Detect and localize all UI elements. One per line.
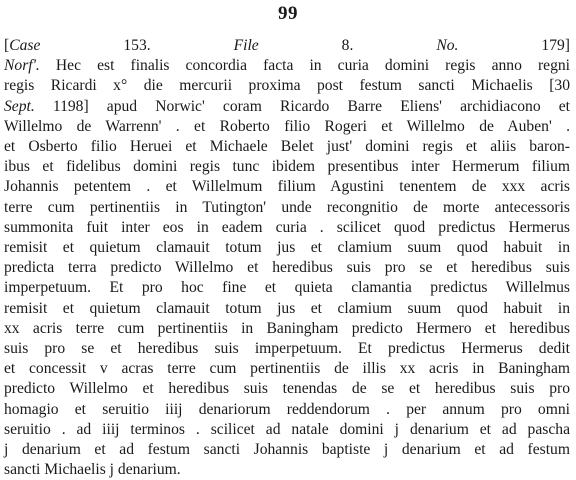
file-number: 8. <box>341 37 354 54</box>
line-text: xx acris terre cum pertinentiis in Baningham predicto Hermero et heredibus <box>4 319 570 337</box>
line-text: seruitio . ad iiij terminos . scilicet ad natale domini j denarium et ad pascha <box>4 420 570 438</box>
text-line <box>4 440 570 460</box>
text-line <box>4 177 570 197</box>
page-number: 99 <box>278 3 298 24</box>
line-text: remisit et quietum clamauit totum jus et clamium suum quod habuit in <box>4 239 570 257</box>
text-line <box>4 198 570 218</box>
text-line <box>4 97 570 117</box>
line-text: 1198] apud Norwic' coram Ricardo Barre Eliens' archidiacono et <box>34 97 570 115</box>
line-text: homagio et seruitio iiij denariorum reddendorum . per annum pro omni <box>4 400 570 418</box>
line-text: predicto Willelmo et heredibus suis tenendas de se et heredibus suis pro <box>4 380 570 398</box>
text-line <box>4 359 570 379</box>
italic-text: Norf'. <box>4 57 40 75</box>
text-line <box>4 400 570 420</box>
text-line <box>4 339 570 359</box>
text-line <box>4 76 570 96</box>
no-label: No. <box>436 37 459 54</box>
text-line <box>4 218 570 238</box>
text-line <box>4 157 570 177</box>
line-text: remisit et quietum clamauit totum jus et clamium suum quod habuit in <box>4 299 570 317</box>
line-text: suis pro se et heredibus suis imperpetuum. Et predictus Hermerus dedit <box>4 340 570 358</box>
text-line <box>4 238 570 258</box>
bracket-open: [ <box>4 37 10 54</box>
file-label: File <box>233 37 259 54</box>
line-text: j denarium et ad festum sancti Johannis baptiste j denarium et ad festum <box>4 441 570 459</box>
document-body <box>4 36 570 480</box>
text-line <box>4 379 570 399</box>
line-text: summonita fuit inter eos in eadem curia . scilicet quod predictus Hermerus <box>4 218 570 236</box>
line-text: imperpetuum. Et pro hoc fine et quieta clamantia predictus Willelmus <box>4 279 570 297</box>
text-line <box>4 299 570 319</box>
text-line <box>4 460 570 480</box>
text-line <box>4 319 570 339</box>
line-text: terre cum pertinentiis in Tutington' unde recongnitio de morte antecessoris <box>4 198 570 216</box>
text-line <box>4 56 570 76</box>
text-line <box>4 278 570 298</box>
line-text: regis Ricardi x° die mercurii proxima post festum sancti Michaelis [30 <box>4 77 570 95</box>
text-line <box>4 137 570 157</box>
case-number: 153. <box>123 37 151 54</box>
text-line <box>4 420 570 440</box>
line-text: Johannis petentem . et Willelmum filium Agustini tenentem de xxx acris <box>4 178 570 196</box>
line-text: predicta terra predicto Willelmo et heredibus suis pro se et heredibus suis <box>4 259 570 277</box>
text-line <box>4 258 570 278</box>
italic-text: Sept. <box>4 97 35 115</box>
case-header <box>4 36 570 56</box>
no-number: 179] <box>541 37 570 54</box>
text-line <box>4 117 570 137</box>
body-lines <box>4 56 570 480</box>
line-text: Willelmo de Warrenn' . et Roberto filio Rogeri et Willelmo de Auben' . <box>4 117 570 135</box>
line-text: ibus et fidelibus domini regis tunc ibidem presentibus inter Hermerum filium <box>4 158 570 176</box>
line-text: sancti Michaelis j denarium. <box>4 461 181 479</box>
case-label: Case <box>9 37 41 54</box>
line-text: et concessit v acras terre cum pertinentiis de illis xx acris in Baningham <box>4 360 570 378</box>
line-text: et Osberto filio Heruei et Michaele Belet just' domini regis et aliis baron- <box>4 138 570 156</box>
line-text: Hec est finalis concordia facta in curia domini regis anno regni <box>39 57 570 75</box>
